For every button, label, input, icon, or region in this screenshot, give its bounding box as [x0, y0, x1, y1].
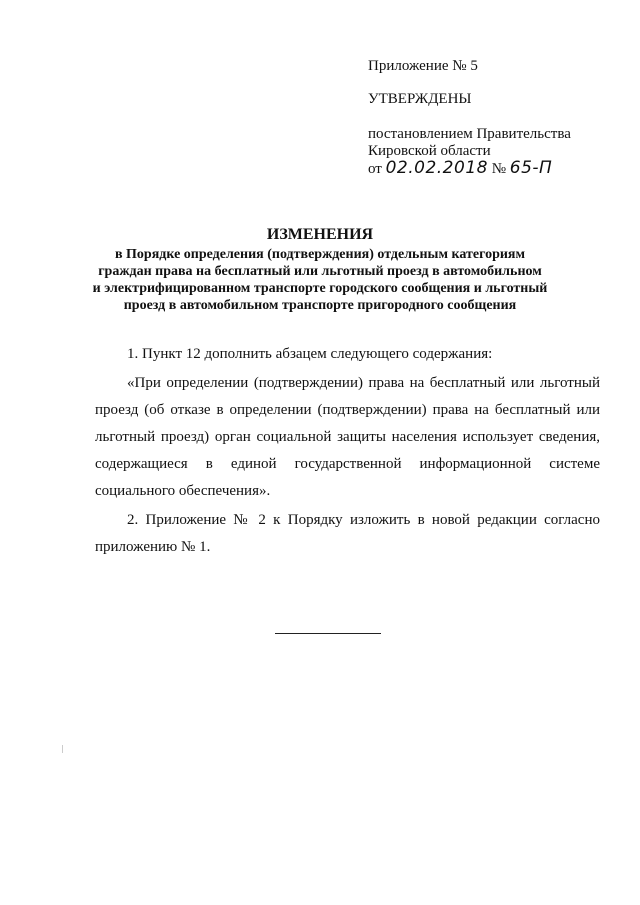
paragraph-3: 2. Приложение № 2 к Порядку изложить в новой редакции согласно приложению № 1. — [95, 512, 600, 555]
document-body — [95, 341, 600, 561]
paragraph-1: 1. Пункт 12 дополнить абзацем следующего содержания: — [127, 346, 493, 362]
resolution-line-2: Кировской области — [368, 143, 491, 159]
subtitle-line-2: граждан права на бесплатный или льготный проезд в автомобильном — [98, 264, 542, 279]
resolution-line-1: постановлением Правительства — [368, 126, 571, 142]
approved-stamp-text: УТВЕРЖДЕНЫ — [368, 91, 472, 107]
closing-divider-line — [275, 633, 381, 634]
subtitle-line-3: и электрифицированном транспорте городского сообщения и льготный — [92, 281, 548, 296]
date-prefix: от — [368, 161, 382, 177]
handwritten-number: 65-П — [509, 158, 553, 178]
subtitle-line-4: проезд в автомобильном транспорте пригородного сообщения — [123, 298, 517, 313]
document-title-block — [80, 226, 560, 314]
document-subtitle — [80, 246, 560, 314]
resolution-reference — [368, 126, 571, 178]
scan-artifact — [62, 745, 63, 753]
number-prefix: № — [491, 161, 507, 177]
resolution-date-line — [368, 160, 571, 178]
paragraph-2: «При определении (подтверждении) права на бесплатный или льготный проезд (об отказе в определении (подтверждении) права на бесплатный или льготный проезд) орган социальной защиты населения использует сведения, содержащиеся в единой государственной информационной системе социального обеспечения». — [95, 375, 600, 499]
appendix-number: Приложение № 5 — [368, 58, 478, 74]
handwritten-date: 02.02.2018 — [385, 158, 488, 178]
subtitle-line-1: в Порядке определения (подтверждения) отдельным категориям — [114, 247, 526, 262]
document-title: ИЗМЕНЕНИЯ — [266, 226, 374, 243]
